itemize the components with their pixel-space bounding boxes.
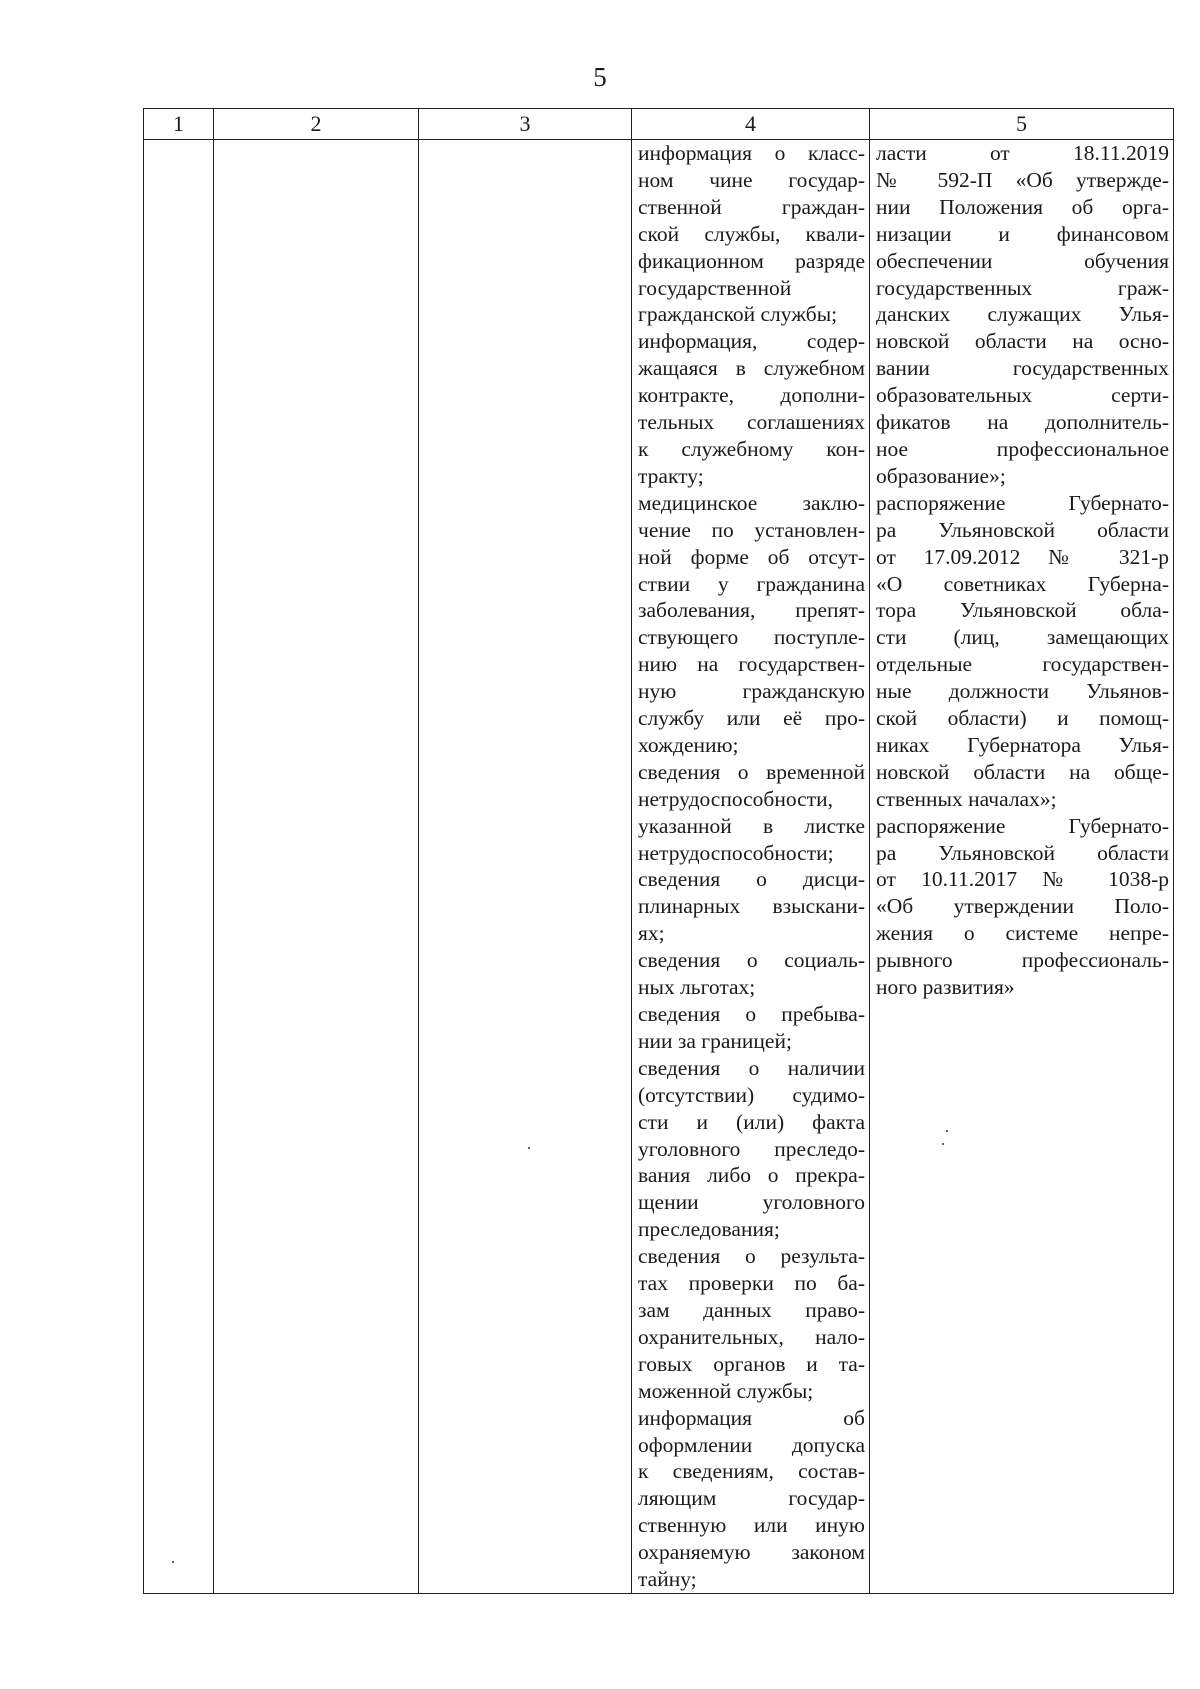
text-line: нетрудоспособности; [638,840,834,865]
text-line: заболевания, препят- [638,598,865,623]
text-line: к служебному кон- [638,436,865,461]
text-line: отдельные государствен- [876,652,1169,677]
column-header-5: 5 [870,109,1174,140]
scan-speck [942,1143,944,1145]
text-line: сведения о пребыва- [638,1002,865,1026]
table-row [144,140,1174,1594]
text-line: ственных началах»; [876,786,1057,811]
text-line: щении уголовного [638,1190,865,1215]
text-line: информация об [638,1405,865,1430]
text-line: фикатов на дополнитель- [876,410,1169,435]
text-line: ствующего поступле- [638,625,865,650]
text-line: контракте, дополни- [638,383,865,408]
text-line: нию на государствен- [638,652,865,677]
text-line: тельных соглашениях [638,410,865,435]
scan-speck [172,1561,174,1563]
text-line: тракту; [638,463,704,488]
text-line: от 17.09.2012 № 321-р [876,544,1169,569]
column-header-1: 1 [144,109,214,140]
text-line: рывного профессиональ- [876,948,1169,973]
cell-col-5 [870,140,1174,1594]
scan-speck [528,1147,530,1149]
text-line: жения о системе непре- [876,921,1169,946]
text-line: сти и (или) факта [638,1109,865,1134]
text-line: ную гражданскую [638,679,865,704]
text-line: ного развития» [876,975,1015,1000]
document-table [143,108,1174,1594]
text-line: вании государственных [876,356,1169,381]
text-line: нии за границей; [638,1028,792,1053]
text-line: ном чине государ- [638,167,865,192]
text-line: говых органов и та- [638,1351,865,1376]
cell-col-2 [214,140,419,1594]
text-line: указанной в листке [638,813,865,838]
text-line: гражданской службы; [638,302,838,327]
text-line: ственную или иную [638,1513,865,1538]
text-line: обеспечении обучения [876,248,1169,273]
page-number: 5 [593,62,607,92]
text-line: образовательных серти- [876,383,1169,408]
column-header-2: 2 [214,109,419,140]
text-line: ное профессиональное [876,436,1169,461]
text-line: данских служащих Улья- [876,302,1169,327]
text-line: новской области на осно- [876,329,1169,354]
cell-col-4 [632,140,870,1594]
text-line: информация, содер- [638,329,865,354]
column-header-3: 3 [419,109,632,140]
text-line: от 10.11.2017 № 1038-р [876,867,1169,892]
text-line: преследования; [638,1217,780,1242]
text-line: ра Ульяновской области [876,840,1169,865]
text-line: № 592-П «Об утвержде- [876,167,1169,192]
text-line: никах Губернатора Улья- [876,732,1169,757]
text-line: плинарных взыскани- [638,894,865,919]
text-line: хождению; [638,732,739,757]
text-line: ляющим государ- [638,1486,865,1511]
text-line: ской области) и помощ- [876,706,1169,731]
text-line: тайну; [638,1567,697,1592]
text-line: жащаяся в служебном [638,356,865,381]
scan-speck [946,1130,948,1132]
text-line: сведения о временной [638,759,865,784]
text-line: ствии у гражданина [638,571,865,596]
text-line: «Об утверждении Поло- [876,894,1169,919]
text-line: к сведениям, состав- [638,1459,865,1484]
text-line: новской области на обще- [876,759,1169,784]
text-line: «О советниках Губерна- [876,571,1169,596]
text-line: тора Ульяновской обла- [876,598,1169,623]
text-line: государственной [638,275,792,300]
text-line: сведения о результа- [638,1244,865,1269]
text-line: тах проверки по ба- [638,1271,865,1296]
text-line: ные должности Ульянов- [876,679,1169,704]
text-line: ных льготах; [638,975,756,1000]
column-header-4: 4 [632,109,870,140]
text-line: ственной граждан- [638,194,865,219]
text-line: уголовного преследо- [638,1136,865,1161]
text-line: нии Положения об орга- [876,194,1169,219]
text-line: ной форме об отсут- [638,544,865,569]
text-line: зам данных право- [638,1297,865,1322]
text-line: сведения о дисци- [638,867,865,892]
text-line: низации и финансовом [876,221,1169,246]
text-line: сведения о наличии [638,1055,865,1080]
personal-data-list [632,140,869,1593]
text-line: моженной службы; [638,1378,814,1403]
text-line: сведения о социаль- [638,948,865,973]
text-line: распоряжение Губернато- [876,813,1169,838]
text-line: образование»; [876,463,1006,488]
text-line: государственных граж- [876,275,1169,300]
cell-col-3 [419,140,632,1594]
table-header-row [144,109,1174,140]
text-line: вания либо о прекра- [638,1163,865,1188]
text-line: чение по установлен- [638,517,865,542]
text-line: оформлении допуска [638,1432,865,1457]
cell-col-1 [144,140,214,1594]
text-line: ра Ульяновской области [876,517,1169,542]
legal-basis-text [870,140,1173,1001]
text-line: ской службы, квали- [638,221,865,246]
text-line: (отсутствии) судимо- [638,1082,865,1107]
text-line: фикационном разряде [638,248,865,273]
text-line: распоряжение Губернато- [876,490,1169,515]
text-line: ях; [638,921,665,946]
text-line: службу или её про- [638,706,865,731]
text-line: медицинское заклю- [638,490,865,515]
text-line: информация о класс- [638,141,865,165]
text-line: сти (лиц, замещающих [876,625,1169,650]
text-line: охраняемую законом [638,1540,865,1565]
text-line: охранительных, нало- [638,1324,865,1349]
text-line: нетрудоспособности, [638,786,833,811]
text-line: ласти от 18.11.2019 [876,141,1169,165]
